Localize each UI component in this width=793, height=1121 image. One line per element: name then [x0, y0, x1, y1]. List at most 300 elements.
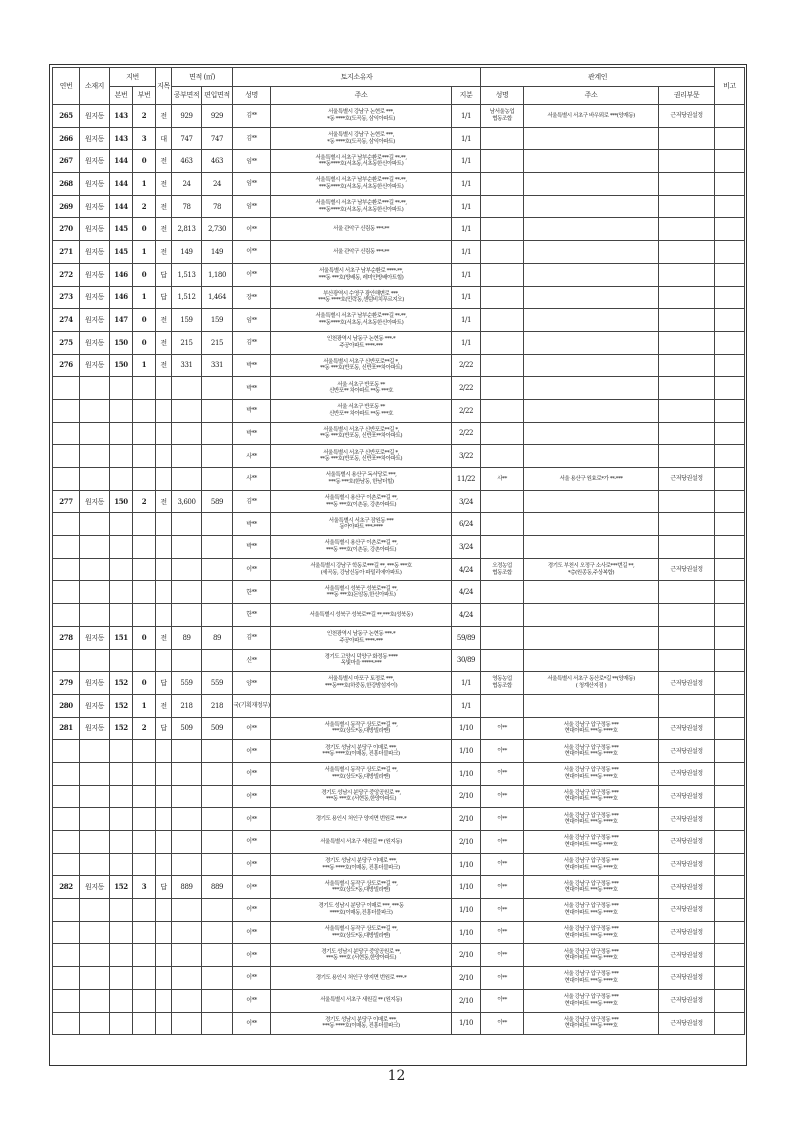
- cell-name: 이**: [233, 241, 271, 264]
- cell-sub: 0: [133, 309, 156, 332]
- table-row: [53, 672, 745, 695]
- cell-raddr: [524, 422, 659, 445]
- cell-name: 사**: [233, 468, 271, 491]
- cell-remarks: [715, 422, 745, 445]
- cell-loc: 원지동: [80, 717, 110, 740]
- cell-inc: [202, 558, 233, 581]
- cell-inc: 78: [202, 195, 233, 218]
- cell-share: 1/1: [452, 672, 481, 695]
- header-main-lot: 본번: [110, 87, 133, 105]
- cell-addr: 경기도 성남시 분당구 중앙공원로 **, ***동 ***호 (서현동,한양아파트): [271, 785, 452, 808]
- cell-inc: 509: [202, 717, 233, 740]
- cell-addr: 서울특별시 서초구 신반포로**길 *, **동 ***호(반포동, 신반포**차아파트): [271, 422, 452, 445]
- cell-share: 1/10: [452, 876, 481, 899]
- cell-loc: [80, 853, 110, 876]
- cell-rights: 근저당권설정: [659, 717, 715, 740]
- cell-main: 150: [110, 331, 133, 354]
- cell-rname: [481, 241, 524, 264]
- cell-no: [53, 399, 80, 422]
- cell-no: 282: [53, 876, 80, 899]
- cell-area: 89: [172, 626, 202, 649]
- cell-sub: [133, 649, 156, 672]
- cell-rname: [481, 263, 524, 286]
- cell-addr: 서울특별시 동작구 상도로**길 **, ***호(상도*동,대방빌라맨): [271, 762, 452, 785]
- cell-addr: 경기도 용인시 처인구 양지면 번원로 ***-*: [271, 808, 452, 831]
- cell-no: [53, 944, 80, 967]
- cell-no: 266: [53, 127, 80, 150]
- cell-main: 144: [110, 150, 133, 173]
- cell-addr: 인천광역시 남동구 논현동 ***-* 주공아파트 ****-***: [271, 626, 452, 649]
- cell-sub: [133, 785, 156, 808]
- cell-share: 2/22: [452, 354, 481, 377]
- cell-sub: 1: [133, 694, 156, 717]
- table-row: [53, 785, 745, 808]
- cell-raddr: [524, 399, 659, 422]
- cell-inc: [202, 899, 233, 922]
- cell-rname: 사**: [481, 468, 524, 491]
- cell-rights: [659, 195, 715, 218]
- cell-sub: [133, 808, 156, 831]
- cell-main: [110, 513, 133, 536]
- cell-sub: 0: [133, 263, 156, 286]
- cell-cat: 전: [156, 309, 172, 332]
- cell-sub: 0: [133, 150, 156, 173]
- cell-area: [172, 989, 202, 1012]
- cell-rights: [659, 604, 715, 627]
- table-row: [53, 263, 745, 286]
- cell-sub: [133, 740, 156, 763]
- cell-cat: [156, 762, 172, 785]
- cell-main: 144: [110, 195, 133, 218]
- cell-area: 215: [172, 331, 202, 354]
- cell-area: 463: [172, 150, 202, 173]
- cell-no: 272: [53, 263, 80, 286]
- table-row: [53, 241, 745, 264]
- cell-addr: 서울특별시 동작구 상도로**길 **, ***호(상도*동,대방빌라맨): [271, 717, 452, 740]
- cell-inc: 215: [202, 331, 233, 354]
- cell-main: [110, 853, 133, 876]
- cell-rights: 근저당권설정: [659, 831, 715, 854]
- cell-no: 277: [53, 490, 80, 513]
- cell-remarks: [715, 513, 745, 536]
- cell-raddr: [524, 309, 659, 332]
- cell-share: 3/24: [452, 490, 481, 513]
- header-incorp-area: 편입면적: [202, 87, 233, 105]
- cell-rights: 근저당권설정: [659, 899, 715, 922]
- cell-rights: [659, 626, 715, 649]
- cell-cat: 전: [156, 331, 172, 354]
- cell-rname: 이**: [481, 831, 524, 854]
- cell-rname: [481, 286, 524, 309]
- cell-share: 1/10: [452, 717, 481, 740]
- cell-name: 한**: [233, 581, 271, 604]
- cell-addr: 서울 관악구 신림동 ***-**: [271, 218, 452, 241]
- cell-raddr: 서울 용산구 원효로*가 **-***: [524, 468, 659, 491]
- cell-remarks: [715, 717, 745, 740]
- cell-sub: 0: [133, 626, 156, 649]
- cell-rname: [481, 354, 524, 377]
- cell-sub: [133, 445, 156, 468]
- cell-main: [110, 1012, 133, 1035]
- cell-cat: [156, 558, 172, 581]
- cell-cat: [156, 513, 172, 536]
- cell-name: 이**: [233, 717, 271, 740]
- table-row: [53, 989, 745, 1012]
- cell-raddr: [524, 195, 659, 218]
- cell-name: 이**: [233, 218, 271, 241]
- header-owner-name: 성명: [233, 87, 271, 105]
- cell-rights: 근저당권설정: [659, 558, 715, 581]
- cell-raddr: [524, 694, 659, 717]
- cell-loc: [80, 785, 110, 808]
- cell-cat: [156, 967, 172, 990]
- cell-name: 임**: [233, 195, 271, 218]
- cell-share: 4/24: [452, 604, 481, 627]
- cell-rights: [659, 218, 715, 241]
- cell-cat: [156, 581, 172, 604]
- cell-loc: 원지동: [80, 241, 110, 264]
- cell-share: 1/1: [452, 241, 481, 264]
- cell-name: 이**: [233, 558, 271, 581]
- cell-main: [110, 649, 133, 672]
- cell-main: [110, 377, 133, 400]
- cell-no: [53, 989, 80, 1012]
- cell-main: [110, 989, 133, 1012]
- cell-area: 24: [172, 173, 202, 196]
- cell-no: 270: [53, 218, 80, 241]
- cell-cat: 전: [156, 173, 172, 196]
- cell-addr: 서울특별시 서초구 남부순환로***길 **-**, ***동****호(서초동,서초동한신아파트): [271, 195, 452, 218]
- cell-no: 267: [53, 150, 80, 173]
- cell-inc: [202, 604, 233, 627]
- cell-share: 2/10: [452, 944, 481, 967]
- cell-rname: [481, 377, 524, 400]
- cell-loc: [80, 808, 110, 831]
- cell-sub: [133, 1012, 156, 1035]
- cell-remarks: [715, 694, 745, 717]
- cell-inc: [202, 1012, 233, 1035]
- header-sub-lot: 부번: [133, 87, 156, 105]
- table-row: [53, 967, 745, 990]
- cell-name: 양**: [233, 672, 271, 695]
- table-row: [53, 399, 745, 422]
- cell-no: 269: [53, 195, 80, 218]
- cell-name: 이**: [233, 899, 271, 922]
- cell-share: 6/24: [452, 513, 481, 536]
- cell-no: [53, 422, 80, 445]
- cell-cat: [156, 785, 172, 808]
- cell-loc: [80, 445, 110, 468]
- table-row: [53, 853, 745, 876]
- cell-share: 3/22: [452, 445, 481, 468]
- cell-loc: 원지동: [80, 218, 110, 241]
- cell-inc: 463: [202, 150, 233, 173]
- cell-no: 281: [53, 717, 80, 740]
- table-row: [53, 513, 745, 536]
- cell-raddr: 서울 강남구 압구정동 *** 현대아파트 ***동 ****호: [524, 944, 659, 967]
- cell-raddr: 서울 강남구 압구정동 *** 현대아파트 ***동 ****호: [524, 1012, 659, 1035]
- cell-sub: 2: [133, 195, 156, 218]
- table-row: [53, 831, 745, 854]
- cell-remarks: [715, 331, 745, 354]
- cell-area: [172, 740, 202, 763]
- cell-rname: 이**: [481, 1012, 524, 1035]
- cell-remarks: [715, 536, 745, 559]
- cell-cat: [156, 899, 172, 922]
- cell-raddr: [524, 173, 659, 196]
- cell-name: 이**: [233, 944, 271, 967]
- cell-remarks: [715, 808, 745, 831]
- cell-area: [172, 1012, 202, 1035]
- cell-cat: [156, 989, 172, 1012]
- cell-rname: [481, 195, 524, 218]
- cell-rights: [659, 377, 715, 400]
- cell-name: 김**: [233, 626, 271, 649]
- cell-inc: [202, 967, 233, 990]
- cell-area: [172, 377, 202, 400]
- cell-no: 265: [53, 105, 80, 128]
- cell-addr: 경기도 용인시 처인구 양지면 번원로 ***-*: [271, 967, 452, 990]
- cell-addr: 경기도 성남시 분당구 이매로 ***, ***동 ****호(이매동, 진흥더블파크): [271, 1012, 452, 1035]
- cell-remarks: [715, 286, 745, 309]
- cell-rights: [659, 445, 715, 468]
- cell-rights: 근저당권설정: [659, 876, 715, 899]
- table-row: [53, 717, 745, 740]
- cell-rights: [659, 490, 715, 513]
- cell-inc: 149: [202, 241, 233, 264]
- cell-loc: 원지동: [80, 876, 110, 899]
- cell-rname: 이**: [481, 944, 524, 967]
- cell-area: [172, 649, 202, 672]
- cell-no: [53, 604, 80, 627]
- cell-addr: 서울특별시 서초구 새원길 ** (원지동): [271, 989, 452, 1012]
- cell-raddr: 서울 강남구 압구정동 *** 현대아파트 ***동 ****호: [524, 899, 659, 922]
- cell-raddr: [524, 127, 659, 150]
- table-row: [53, 445, 745, 468]
- cell-main: [110, 921, 133, 944]
- cell-loc: [80, 899, 110, 922]
- cell-name: 임**: [233, 309, 271, 332]
- cell-rname: 남서울농업 협동조합: [481, 105, 524, 128]
- table-row: [53, 581, 745, 604]
- cell-remarks: [715, 127, 745, 150]
- cell-area: 78: [172, 195, 202, 218]
- cell-name: 임**: [233, 173, 271, 196]
- cell-area: 331: [172, 354, 202, 377]
- cell-cat: [156, 808, 172, 831]
- cell-share: 11/22: [452, 468, 481, 491]
- cell-inc: 929: [202, 105, 233, 128]
- cell-share: 4/24: [452, 581, 481, 604]
- cell-remarks: [715, 309, 745, 332]
- cell-sub: [133, 989, 156, 1012]
- cell-no: 273: [53, 286, 80, 309]
- cell-inc: 747: [202, 127, 233, 150]
- cell-no: [53, 649, 80, 672]
- cell-area: [172, 422, 202, 445]
- cell-main: 146: [110, 286, 133, 309]
- cell-sub: 1: [133, 173, 156, 196]
- cell-no: [53, 536, 80, 559]
- cell-remarks: [715, 445, 745, 468]
- cell-addr: 서울특별시 강남구 학동로***길 **, ***동 ***호 (세곡동, 강남신동아 파밀리에아파트): [271, 558, 452, 581]
- cell-rname: 이**: [481, 967, 524, 990]
- cell-no: [53, 921, 80, 944]
- cell-rname: [481, 422, 524, 445]
- cell-sub: [133, 853, 156, 876]
- cell-loc: [80, 513, 110, 536]
- cell-inc: [202, 581, 233, 604]
- cell-main: [110, 899, 133, 922]
- cell-share: 1/1: [452, 195, 481, 218]
- cell-name: 박**: [233, 513, 271, 536]
- cell-cat: [156, 1012, 172, 1035]
- cell-main: 145: [110, 241, 133, 264]
- cell-cat: 전: [156, 694, 172, 717]
- cell-cat: 전: [156, 490, 172, 513]
- cell-loc: [80, 422, 110, 445]
- cell-area: [172, 604, 202, 627]
- cell-rname: 오정농업 협동조합: [481, 558, 524, 581]
- cell-inc: [202, 989, 233, 1012]
- cell-raddr: 서울 강남구 압구정동 *** 현대아파트 ***동 ****호: [524, 717, 659, 740]
- cell-addr: 서울특별시 서초구 신반포로**길 *, **동 ***호(반포동, 신반포**차아파트): [271, 445, 452, 468]
- cell-remarks: [715, 785, 745, 808]
- cell-cat: 전: [156, 354, 172, 377]
- cell-share: 3/24: [452, 536, 481, 559]
- cell-addr: 서울특별시 서초구 잠원동 *** 동아아파트 ***-****: [271, 513, 452, 536]
- table-row: [53, 944, 745, 967]
- cell-cat: [156, 921, 172, 944]
- cell-rights: 근저당권설정: [659, 989, 715, 1012]
- table-row: [53, 899, 745, 922]
- header-owner: 토지소유자: [233, 68, 481, 87]
- cell-cat: [156, 944, 172, 967]
- cell-no: [53, 513, 80, 536]
- cell-area: [172, 558, 202, 581]
- cell-share: 2/22: [452, 422, 481, 445]
- cell-sub: [133, 422, 156, 445]
- cell-raddr: [524, 445, 659, 468]
- cell-cat: 전: [156, 626, 172, 649]
- header-rel-name: 성명: [481, 87, 524, 105]
- cell-sub: 2: [133, 105, 156, 128]
- cell-main: [110, 581, 133, 604]
- cell-raddr: [524, 331, 659, 354]
- cell-rname: 영동농업 협동조합: [481, 672, 524, 695]
- cell-sub: 1: [133, 354, 156, 377]
- cell-loc: [80, 536, 110, 559]
- cell-share: 2/10: [452, 808, 481, 831]
- cell-loc: 원지동: [80, 672, 110, 695]
- cell-area: [172, 785, 202, 808]
- cell-addr: 서울특별시 서초구 남부순환로***길 **-**, ***동****호(서초동,서초동한신아파트): [271, 309, 452, 332]
- cell-addr: 서울특별시 성북구 성북로**길 **, ***동 ***호(돈암동,한신아파트): [271, 581, 452, 604]
- table-row: [53, 422, 745, 445]
- table-row: [53, 740, 745, 763]
- cell-sub: [133, 967, 156, 990]
- table-row: [53, 218, 745, 241]
- cell-raddr: 서울 강남구 압구정동 *** 현대아파트 ***동 ****호: [524, 876, 659, 899]
- table-row: [53, 173, 745, 196]
- cell-raddr: 서울 강남구 압구정동 *** 현대아파트 ***동 ****호: [524, 921, 659, 944]
- cell-addr: 부산광역시 수영구 광안해변로 ***, ***동 ****호(민락동,센텀비치푸르지오): [271, 286, 452, 309]
- cell-area: 218: [172, 694, 202, 717]
- cell-share: 4/24: [452, 558, 481, 581]
- cell-sub: [133, 468, 156, 491]
- header-rights: 권리부문: [659, 87, 715, 105]
- cell-rights: 근저당권설정: [659, 944, 715, 967]
- cell-share: 1/10: [452, 1012, 481, 1035]
- cell-raddr: 서울 강남구 압구정동 *** 현대아파트 ***동 ****호: [524, 762, 659, 785]
- table-row: [53, 649, 745, 672]
- cell-raddr: [524, 581, 659, 604]
- cell-remarks: [715, 558, 745, 581]
- cell-raddr: 서울 강남구 압구정동 *** 현대아파트 ***동 ****호: [524, 740, 659, 763]
- cell-inc: 1,180: [202, 263, 233, 286]
- cell-share: 30/89: [452, 649, 481, 672]
- cell-name: 김**: [233, 331, 271, 354]
- header-category: 지목: [156, 68, 172, 105]
- cell-share: 1/10: [452, 899, 481, 922]
- cell-share: 2/10: [452, 785, 481, 808]
- cell-cat: [156, 604, 172, 627]
- cell-no: [53, 740, 80, 763]
- cell-sub: [133, 899, 156, 922]
- cell-no: [53, 1012, 80, 1035]
- cell-no: [53, 762, 80, 785]
- cell-rname: [481, 309, 524, 332]
- cell-inc: [202, 853, 233, 876]
- cell-share: 1/10: [452, 853, 481, 876]
- cell-cat: 답: [156, 717, 172, 740]
- cell-area: [172, 762, 202, 785]
- cell-cat: [156, 377, 172, 400]
- cell-raddr: [524, 150, 659, 173]
- land-registry-table: [52, 67, 745, 1035]
- cell-remarks: [715, 377, 745, 400]
- table-row: [53, 195, 745, 218]
- cell-cat: 전: [156, 195, 172, 218]
- cell-loc: 원지동: [80, 150, 110, 173]
- cell-area: 1,513: [172, 263, 202, 286]
- cell-inc: 24: [202, 173, 233, 196]
- cell-share: 2/22: [452, 399, 481, 422]
- cell-cat: 전: [156, 105, 172, 128]
- cell-rname: [481, 626, 524, 649]
- cell-rights: [659, 399, 715, 422]
- table-row: [53, 286, 745, 309]
- cell-sub: 3: [133, 876, 156, 899]
- cell-no: 278: [53, 626, 80, 649]
- cell-rights: [659, 173, 715, 196]
- cell-name: 이**: [233, 967, 271, 990]
- cell-sub: [133, 921, 156, 944]
- cell-addr: 서울특별시 용산구 독서당로 ***, ***동 ***호(한남동, 한남더힐): [271, 468, 452, 491]
- header-location: 소재지: [80, 68, 110, 105]
- table-row: [53, 921, 745, 944]
- cell-remarks: [715, 876, 745, 899]
- cell-inc: [202, 785, 233, 808]
- cell-main: [110, 445, 133, 468]
- cell-rights: 근저당권설정: [659, 967, 715, 990]
- cell-share: 1/1: [452, 694, 481, 717]
- cell-raddr: [524, 241, 659, 264]
- cell-main: [110, 399, 133, 422]
- cell-rname: [481, 445, 524, 468]
- cell-name: 이**: [233, 876, 271, 899]
- cell-remarks: [715, 604, 745, 627]
